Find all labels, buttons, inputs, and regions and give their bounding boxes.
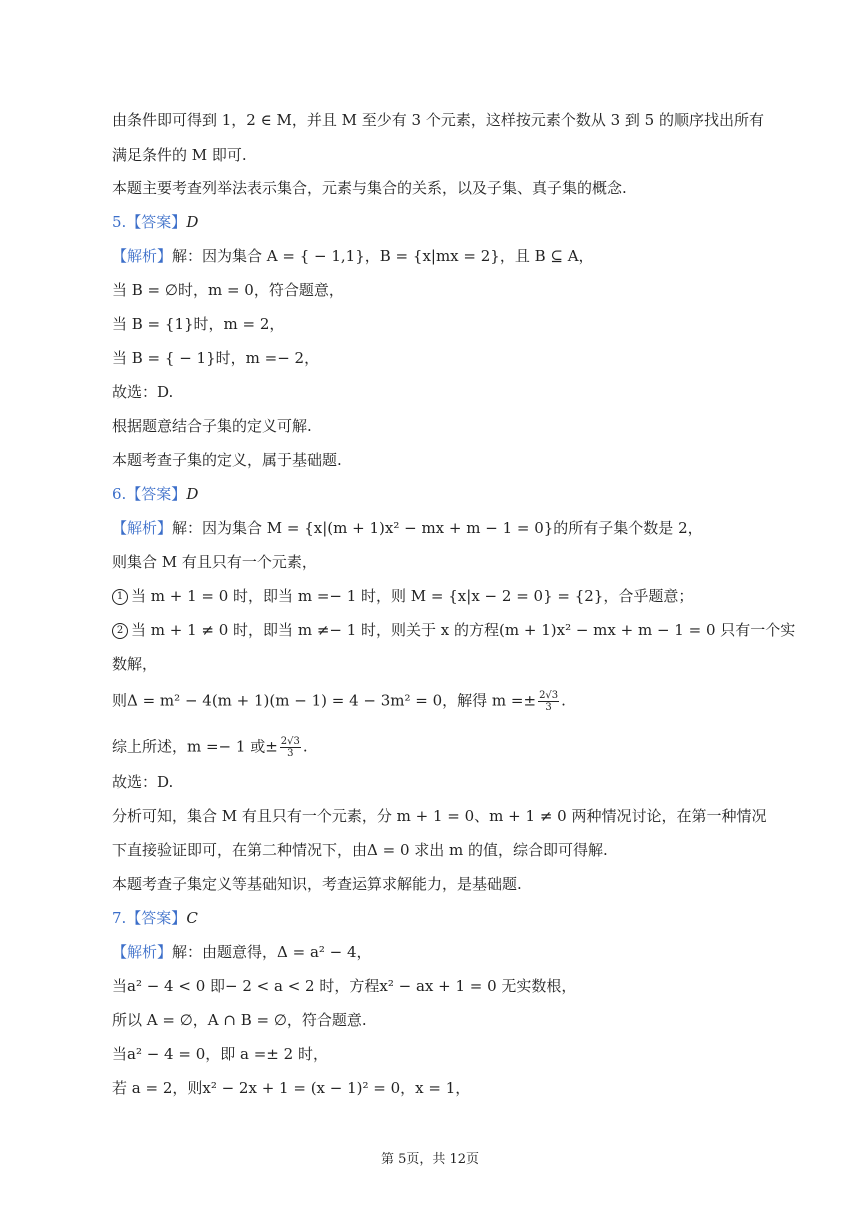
line-text: 当 B = {1}时，m = 2， <box>112 315 285 333</box>
line-text: 若 a = 2，则x² − 2x + 1 = (x − 1)² = 0，x = 1， <box>112 1079 471 1097</box>
line-text: D <box>186 213 199 231</box>
answer-tag: 【解析】 <box>112 519 173 537</box>
text-line <box>112 976 576 996</box>
text-line <box>112 1010 367 1030</box>
line-text: 本题考查子集定义等基础知识，考查运算求解能力，是基础题. <box>112 875 522 893</box>
text-line <box>112 145 247 165</box>
text-line <box>112 806 766 826</box>
fraction-numerator: 2√3 <box>539 690 559 701</box>
fraction-denominator: 3 <box>545 702 552 713</box>
line-text: 当 m + 1 ≠ 0 时，即当 m ≠− 1 时，则关于 x 的方程(m + 1)x² − mx + m − 1 = 0 只有一个实 <box>131 621 796 639</box>
line-text: 数解， <box>112 655 158 673</box>
line-text: 故选：D. <box>112 773 174 791</box>
line-text: 分析可知，集合 M 有且只有一个元素，分 m + 1 = 0、m + 1 ≠ 0 两种情况讨论，在第一种情况 <box>112 807 767 825</box>
text-line <box>112 1044 328 1064</box>
text-line <box>112 942 372 962</box>
line-text: 满足条件的 M 即可. <box>112 146 247 164</box>
line-text: 根据题意结合子集的定义可解. <box>112 417 312 435</box>
text-line <box>112 348 319 368</box>
text-line <box>112 246 594 266</box>
text-line <box>112 314 284 334</box>
fraction-denominator: 3 <box>287 748 294 759</box>
line-text: 所以 A = ∅，A ∩ B = ∅，符合题意. <box>112 1011 367 1029</box>
line-text: C <box>186 909 198 927</box>
text-line <box>112 908 198 928</box>
line-text: D <box>186 485 199 503</box>
text-line <box>112 874 522 894</box>
text-line <box>112 110 764 130</box>
line-text: 当a² − 4 = 0，即 a =± 2 时， <box>112 1045 328 1063</box>
line-text: 本题主要考查列举法表示集合，元素与集合的关系，以及子集、真子集的概念. <box>112 179 627 197</box>
line-text: 当 B = ∅时，m = 0，符合题意， <box>112 281 344 299</box>
circled-number: 2 <box>112 623 128 639</box>
text-line <box>112 484 198 504</box>
page-footer: 第 5页，共 12页 <box>380 1152 480 1167</box>
text-line <box>112 280 344 300</box>
answer-tag: 6.【答案】 <box>112 485 187 503</box>
fraction <box>538 690 559 713</box>
line-tail: . <box>302 737 308 756</box>
text-line <box>112 518 703 538</box>
circled-number: 1 <box>112 589 128 605</box>
answer-tag: 【解析】 <box>112 247 173 265</box>
text-line <box>112 450 342 470</box>
text-line <box>112 690 566 713</box>
answer-tag: 5.【答案】 <box>112 213 187 231</box>
line-tail: . <box>561 691 566 710</box>
line-text: 本题考查子集的定义，属于基础题. <box>112 451 342 469</box>
text-line <box>112 212 198 232</box>
text-line <box>112 178 627 198</box>
line-text: 当a² − 4 < 0 即− 2 < a < 2 时，方程x² − ax + 1 = 0 无实数根， <box>112 977 577 995</box>
line-text: 解：因为集合 M = {x|(m + 1)x² − mx + m − 1 = 0}的所有子集个数是 2， <box>172 519 703 537</box>
text-line <box>112 654 157 674</box>
text-line <box>112 840 608 860</box>
text-line <box>112 382 173 402</box>
text-line <box>112 620 795 640</box>
line-text: 解：由题意得，Δ = a² − 4， <box>172 943 372 961</box>
line-text: 则Δ = m² − 4(m + 1)(m − 1) = 4 − 3m² = 0，解得 m =± <box>112 691 537 710</box>
fraction <box>280 736 301 759</box>
answer-tag: 【解析】 <box>112 943 173 961</box>
line-text: 下直接验证即可，在第二种情况下，由Δ = 0 求出 m 的值，综合即可得解. <box>112 841 608 859</box>
text-line <box>112 1078 470 1098</box>
text-line <box>112 586 693 606</box>
line-text: 当 m + 1 = 0 时，即当 m =− 1 时，则 M = {x|x − 2 = 0} = {2}，合乎题意； <box>131 587 694 605</box>
text-line <box>112 552 317 572</box>
line-text: 由条件即可得到 1，2 ∈ M，并且 M 至少有 3 个元素，这样按元素个数从 3 到 5 的顺序找出所有 <box>112 111 764 129</box>
answer-tag: 7.【答案】 <box>112 909 187 927</box>
line-text: 则集合 M 有且只有一个元素， <box>112 553 317 571</box>
text-line <box>112 772 173 792</box>
line-text: 故选：D. <box>112 383 174 401</box>
text-line <box>112 416 312 436</box>
line-text: 解：因为集合 A = { − 1,1}，B = {x|mx = 2}，且 B ⊆ A， <box>172 247 594 265</box>
text-line <box>112 736 308 759</box>
line-text: 综上所述，m =− 1 或± <box>112 737 278 756</box>
fraction-numerator: 2√3 <box>280 736 300 747</box>
line-text: 当 B = { − 1}时，m =− 2， <box>112 349 320 367</box>
